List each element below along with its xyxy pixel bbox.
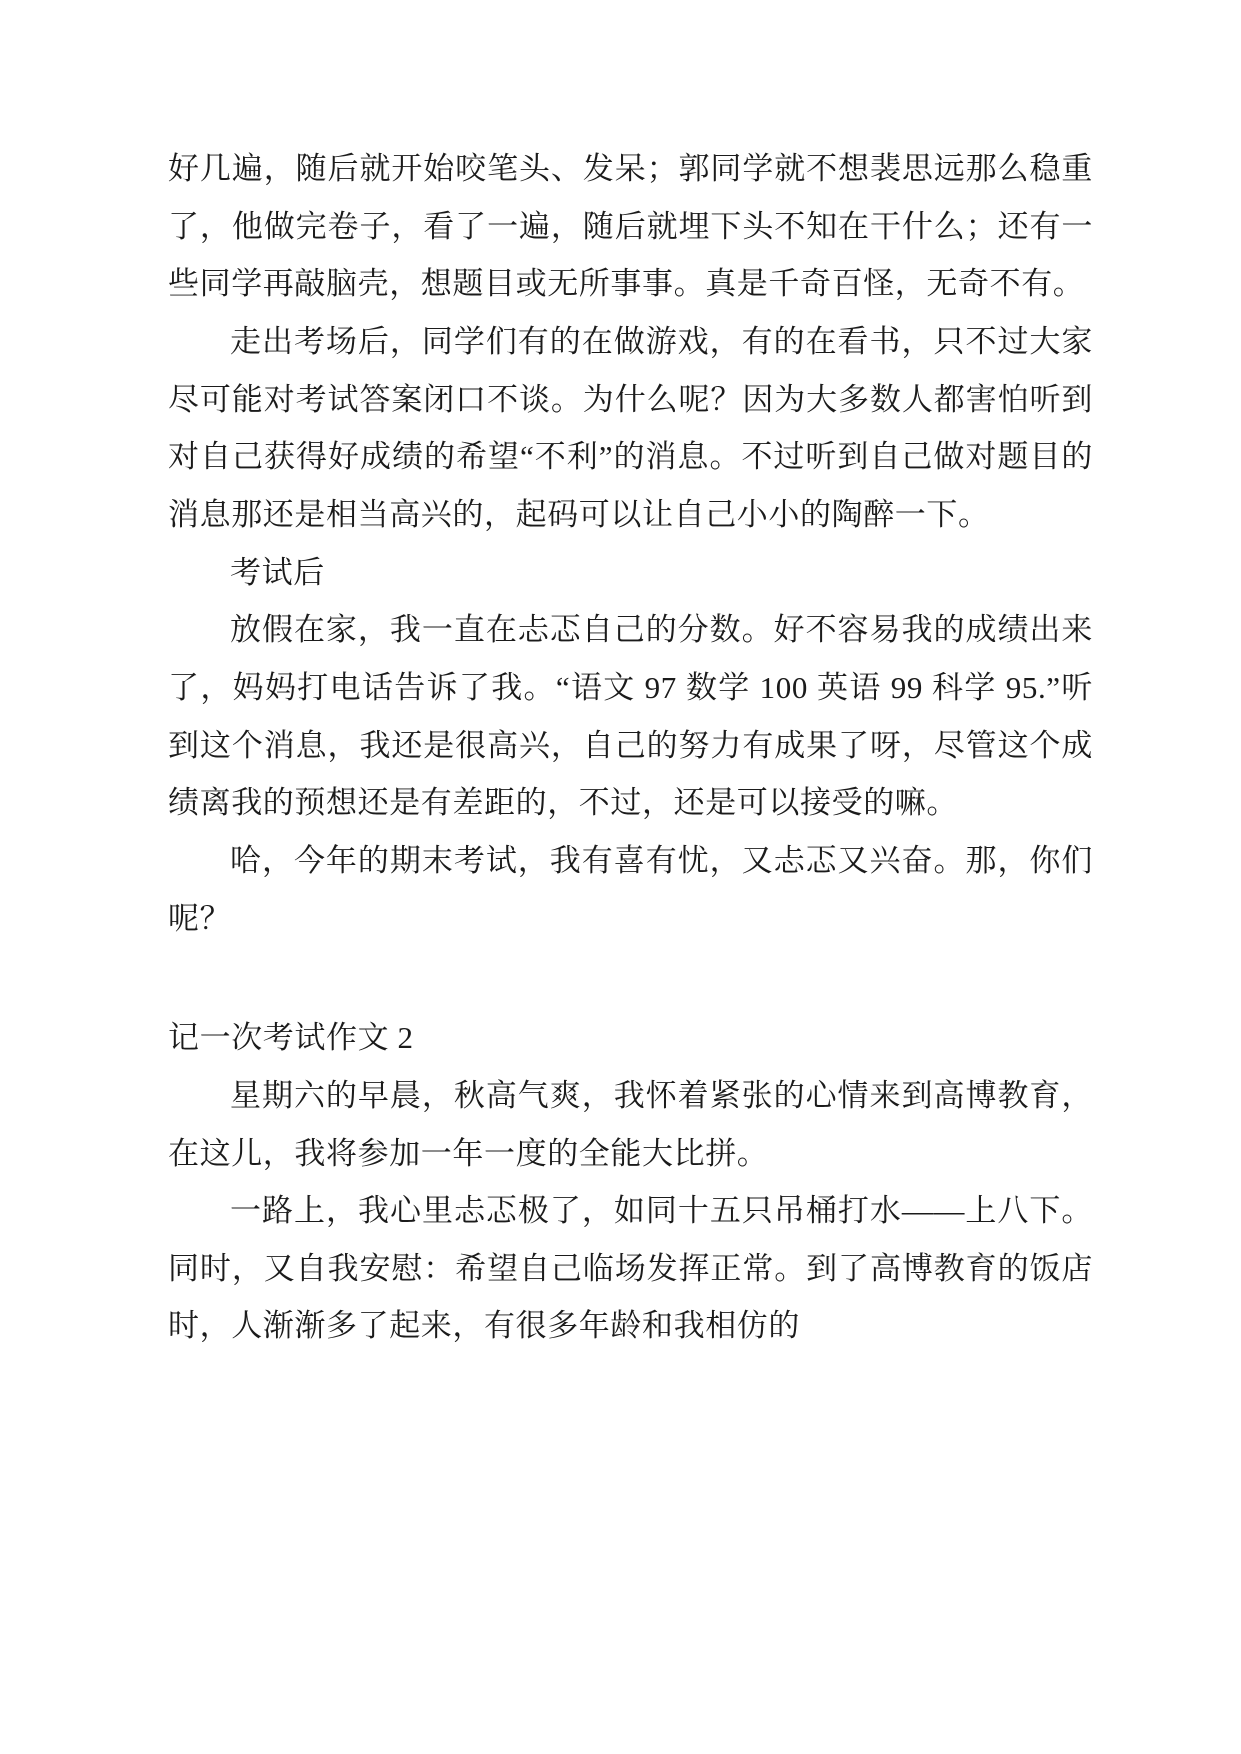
- paragraph-saturday-morning: 星期六的早晨，秋高气爽，我怀着紧张的心情来到高博教育，在这儿，我将参加一年一度的全能大比拼。: [168, 1077, 1093, 1171]
- paragraph-after-leaving-exam: 走出考场后，同学们有的在做游戏，有的在看书，只不过大家尽可能对考试答案闭口不谈。为什么呢？因为大多数人都害怕听到对自己获得好成绩的希望“不利”的消息。不过听到自己做对题目的消息那还是相当高兴的，起码可以让自己小小的陶醉一下。: [168, 323, 1093, 532]
- document-body: [168, 140, 1093, 1355]
- subheading-after-exam: 考试后: [230, 554, 325, 590]
- spacer-before-title: [168, 947, 1093, 1009]
- title-essay-2: 记一次考试作文 2: [168, 1020, 414, 1056]
- paragraph-on-the-way: 一路上，我心里忐忑极了，如同十五只吊桶打水——上八下。同时，又自我安慰：希望自己临场发挥正常。到了高博教育的饭店时，人渐渐多了起来，有很多年龄和我相仿的: [168, 1193, 1093, 1344]
- paragraph-scores: 放假在家，我一直在忐忑自己的分数。好不容易我的成绩出来了，妈妈打电话告诉了我。“语文 97 数学 100 英语 99 科学 95.”听到这个消息，我还是很高兴，自己的努力有成果了呀，尽管这个成绩离我的预想还是有差距的，不过，还是可以接受的嘛。: [168, 612, 1093, 821]
- paragraph-exam-room-behaviour: 好几遍，随后就开始咬笔头、发呆；郭同学就不想裴思远那么稳重了，他做完卷子，看了一遍，随后就埋下头不知在干什么；还有一些同学再敲脑壳，想题目或无所事事。真是千奇百怪，无奇不有。: [168, 151, 1093, 302]
- paragraph-closing-question: 哈，今年的期末考试，我有喜有忧，又忐忑又兴奋。那，你们呢？: [168, 842, 1093, 936]
